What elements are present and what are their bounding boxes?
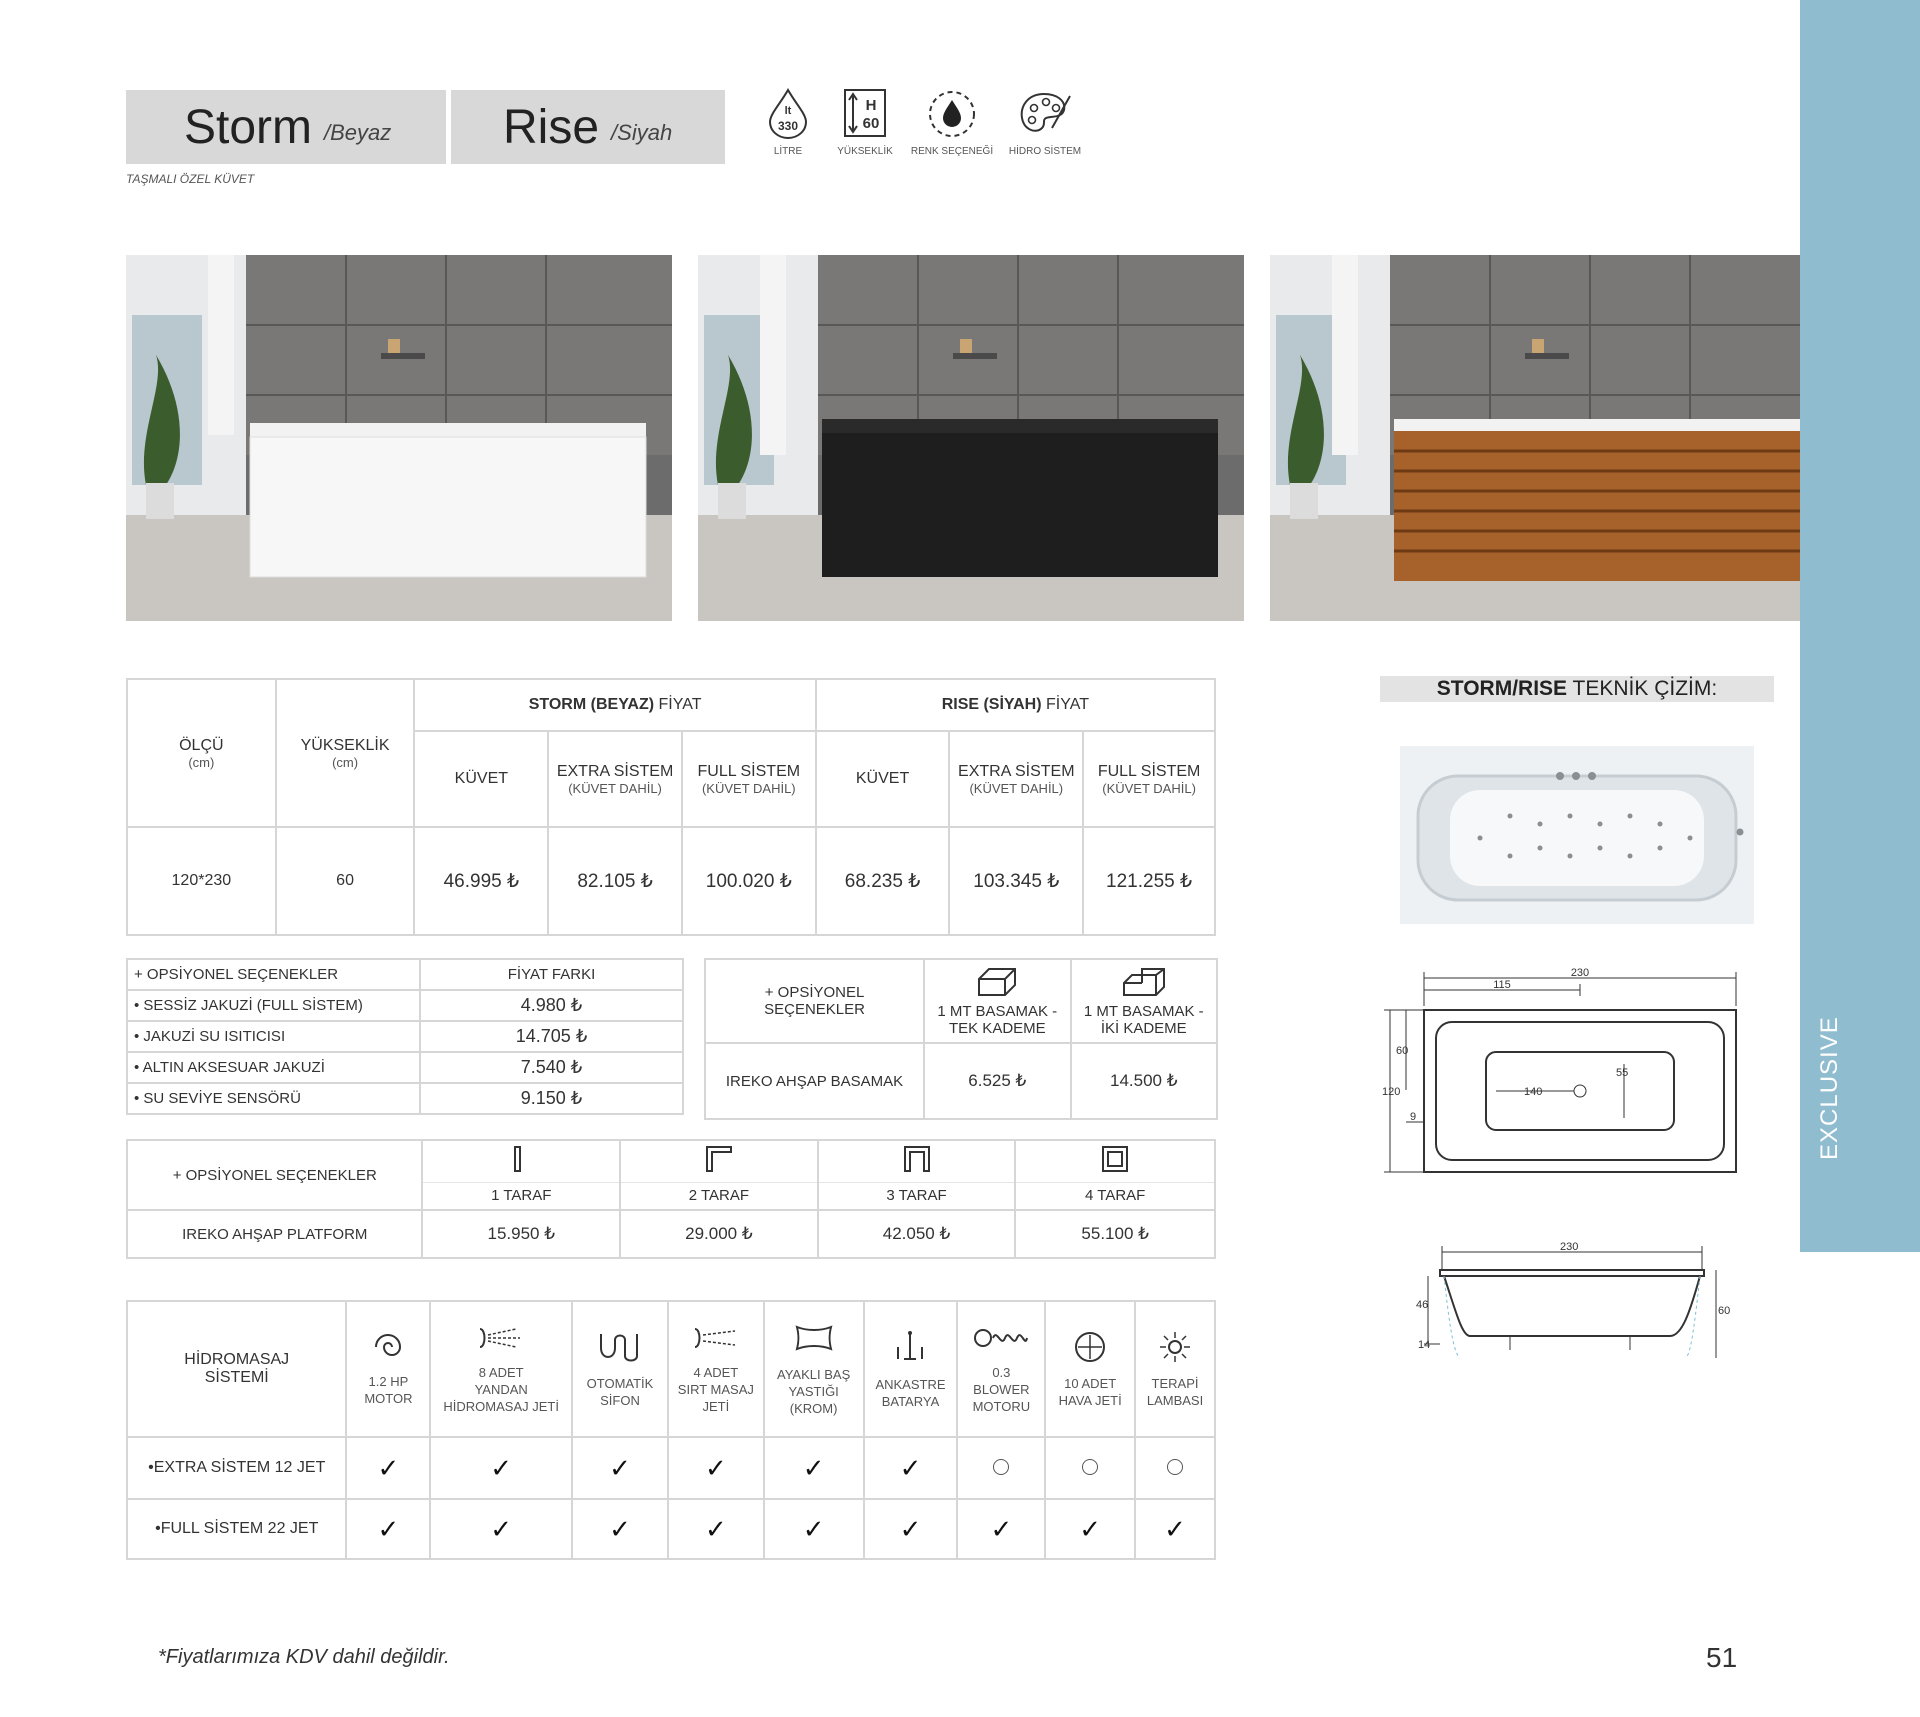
check-icon: ✓ (1164, 1513, 1186, 1544)
step-col-single: 1 MT BASAMAK - TEK KADEME (924, 959, 1070, 1043)
siphon-icon (573, 1330, 667, 1367)
platform-price-2: 29.000 ₺ (620, 1210, 818, 1258)
check-cell (430, 1499, 572, 1559)
check-icon: ✓ (802, 1513, 825, 1544)
price-table (126, 678, 1216, 936)
photo-wood-tub (1270, 255, 1800, 621)
header-storm: STORM (BEYAZ) FİYAT (414, 679, 815, 731)
check-cell (864, 1437, 958, 1499)
three-side-icon (903, 1145, 931, 1173)
svg-text:140: 140 (1524, 1086, 1543, 1098)
step-row-name: IREKO AHŞAP BASAMAK (705, 1043, 924, 1119)
cell-storm-extra: 82.105 ₺ (548, 827, 682, 935)
photo-black-tub (698, 255, 1244, 621)
svg-text:120: 120 (1382, 1086, 1401, 1098)
empty-cell (1135, 1437, 1215, 1499)
check-cell (1045, 1499, 1135, 1559)
platform-side-3: 3 TARAF (818, 1182, 1016, 1210)
check-cell (957, 1499, 1045, 1559)
pillow-icon (765, 1321, 863, 1358)
header-rise-full: FULL SİSTEM (KÜVET DAHİL) (1083, 731, 1215, 827)
header-size: ÖLÇÜ (cm) (127, 679, 276, 827)
option-price: 4.980 ₺ (420, 990, 683, 1021)
litre-icon (766, 88, 810, 140)
hydro-col-air-jet (1045, 1301, 1135, 1437)
hydro-col-label: 1.2 HP MOTOR (364, 1373, 413, 1406)
svg-text:46: 46 (1416, 1299, 1429, 1311)
hydro-col-label: 8 ADET YANDAN HİDROMASAJ JETİ (443, 1365, 559, 1414)
hydro-col-side-jet (430, 1301, 572, 1437)
hydro-col-blower (957, 1301, 1045, 1437)
rise-title: Rise (503, 100, 600, 154)
feature-color-label: RENK SEÇENEĞİ (910, 146, 994, 157)
rise-title-box (451, 90, 725, 164)
hydro-col-label: 0.3 BLOWER MOTORU (972, 1365, 1031, 1414)
svg-text:9: 9 (1410, 1111, 1417, 1123)
hydro-col-faucet (864, 1301, 958, 1437)
circle-icon (1082, 1459, 1098, 1475)
hydro-col-back-jet (668, 1301, 764, 1437)
header-height: YÜKSEKLİK (cm) (276, 679, 415, 827)
check-cell (668, 1499, 764, 1559)
svg-text:230: 230 (1560, 1241, 1579, 1253)
one-side-icon (507, 1145, 535, 1173)
check-icon: ✓ (377, 1452, 400, 1483)
storm-title: Storm (184, 100, 313, 154)
circle-icon (993, 1459, 1009, 1475)
check-icon: ✓ (704, 1513, 727, 1544)
option-price: 7.540 ₺ (420, 1052, 683, 1083)
check-cell (572, 1499, 668, 1559)
header-rise-kuvet: KÜVET (816, 731, 950, 827)
svg-text:H: H (865, 97, 877, 114)
option-name: • JAKUZİ SU ISITICISI (127, 1021, 420, 1052)
tub-top-photo (1400, 746, 1754, 924)
tech-top-view (1380, 966, 1750, 1176)
feature-hydro (995, 88, 1095, 157)
empty-cell (957, 1437, 1045, 1499)
side-label: EXCLUSIVE (1816, 1016, 1843, 1160)
cell-rise-extra: 103.345 ₺ (949, 827, 1083, 935)
color-option-icon (926, 88, 978, 140)
check-icon: ✓ (490, 1452, 513, 1483)
svg-text:55: 55 (1616, 1067, 1629, 1079)
side-jet-icon (431, 1323, 571, 1356)
back-jet-icon (669, 1323, 763, 1356)
empty-cell (1045, 1437, 1135, 1499)
platform-price-3: 42.050 ₺ (818, 1210, 1016, 1258)
double-step-icon (1120, 965, 1168, 999)
storm-color: /Beyaz (324, 120, 392, 145)
hydro-col-label: AYAKLI BAŞ YASTIĞI (KROM) (777, 1367, 851, 1416)
four-side-icon (1101, 1145, 1129, 1173)
therapy-lamp-icon (1136, 1330, 1214, 1367)
header-storm-kuvet: KÜVET (414, 731, 548, 827)
feature-height (815, 88, 915, 157)
cell-rise-full: 121.255 ₺ (1083, 827, 1215, 935)
hydro-row-name: •FULL SİSTEM 22 JET (127, 1499, 346, 1559)
check-cell (430, 1437, 572, 1499)
svg-text:lt: lt (784, 105, 792, 117)
check-cell (764, 1499, 864, 1559)
cell-size: 120*230 (127, 827, 276, 935)
blower-icon (958, 1323, 1044, 1356)
feature-hydro-label: HİDRO SİSTEM (1008, 146, 1082, 157)
hydro-col-motor (346, 1301, 430, 1437)
platform-side-4-icon-cell (1015, 1140, 1215, 1182)
check-icon: ✓ (377, 1513, 400, 1544)
check-icon: ✓ (490, 1513, 513, 1544)
hydro-col-siphon (572, 1301, 668, 1437)
hydro-system-icon (1016, 88, 1074, 140)
check-icon: ✓ (899, 1452, 922, 1483)
svg-text:115: 115 (1493, 979, 1511, 991)
rise-color: /Siyah (611, 120, 673, 145)
svg-text:60: 60 (1396, 1045, 1409, 1057)
hydro-col-label: ANKASTRE BATARYA (875, 1376, 946, 1409)
check-icon: ✓ (1079, 1513, 1102, 1544)
tech-title: STORM/RISE TEKNİK ÇİZİM: (1380, 676, 1774, 702)
hydro-row-name: •EXTRA SİSTEM 12 JET (127, 1437, 346, 1499)
check-cell (346, 1437, 430, 1499)
svg-text:14: 14 (1418, 1339, 1431, 1351)
options-head-price: FİYAT FARKI (420, 959, 683, 990)
check-icon: ✓ (609, 1513, 631, 1544)
cell-height: 60 (276, 827, 415, 935)
option-price: 14.705 ₺ (420, 1021, 683, 1052)
platform-price-1: 15.950 ₺ (422, 1210, 620, 1258)
circle-icon (1167, 1459, 1183, 1475)
storm-title-box (126, 90, 446, 164)
check-icon: ✓ (990, 1513, 1013, 1544)
photo-white-tub (126, 255, 672, 621)
check-cell (764, 1437, 864, 1499)
header-rise-extra: EXTRA SİSTEM (KÜVET DAHİL) (949, 731, 1083, 827)
hydro-col-label: TERAPİ LAMBASI (1146, 1375, 1204, 1408)
option-name: • SU SEVİYE SENSÖRÜ (127, 1083, 420, 1114)
subtitle: TAŞMALI ÖZEL KÜVET (126, 172, 255, 186)
step-head: + OPSİYONEL SEÇENEKLER (705, 959, 924, 1043)
two-side-icon (705, 1145, 733, 1173)
svg-text:230: 230 (1570, 967, 1590, 979)
faucet-icon (865, 1329, 957, 1368)
check-cell (668, 1437, 764, 1499)
header-storm-full: FULL SİSTEM (KÜVET DAHİL) (682, 731, 816, 827)
single-step-icon (975, 965, 1019, 999)
step-price-double: 14.500 ₺ (1071, 1043, 1217, 1119)
options-table (126, 958, 684, 1115)
check-cell (572, 1437, 668, 1499)
hydro-table (126, 1300, 1216, 1560)
cell-rise-kuvet: 68.235 ₺ (816, 827, 950, 935)
option-name: • ALTIN AKSESUAR JAKUZİ (127, 1052, 420, 1083)
svg-text:60: 60 (862, 115, 880, 132)
footnote: *Fiyatlarımıza KDV dahil değildir. (158, 1646, 450, 1668)
platform-side-2-icon-cell (620, 1140, 818, 1182)
platform-table (126, 1139, 1216, 1259)
header-rise: RISE (SİYAH) FİYAT (816, 679, 1215, 731)
check-icon: ✓ (609, 1452, 631, 1483)
hydro-col-label: OTOMATİK SİFON (586, 1375, 654, 1408)
cell-storm-full: 100.020 ₺ (682, 827, 816, 935)
check-cell (346, 1499, 430, 1559)
platform-price-4: 55.100 ₺ (1015, 1210, 1215, 1258)
options-head: + OPSİYONEL SEÇENEKLER (127, 959, 420, 990)
feature-height-label: YÜKSEKLİK (837, 146, 893, 157)
air-jet-icon (1046, 1330, 1134, 1367)
svg-text:60: 60 (1718, 1305, 1730, 1317)
feature-color (902, 88, 1002, 157)
hydro-col-pillow (764, 1301, 864, 1437)
hydro-col-therapy-lamp (1135, 1301, 1215, 1437)
option-price: 9.150 ₺ (420, 1083, 683, 1114)
step-col-double: 1 MT BASAMAK - İKİ KADEME (1071, 959, 1217, 1043)
header-storm-extra: EXTRA SİSTEM (KÜVET DAHİL) (548, 731, 682, 827)
hydro-col-label: 4 ADET SIRT MASAJ JETİ (677, 1365, 754, 1414)
platform-side-1-icon-cell (422, 1140, 620, 1182)
platform-side-3-icon-cell (818, 1140, 1016, 1182)
motor-icon (347, 1332, 429, 1365)
tech-side-view (1400, 1240, 1730, 1360)
check-icon: ✓ (899, 1513, 922, 1544)
platform-side-2: 2 TARAF (620, 1182, 818, 1210)
hydro-col-label: 10 ADET HAVA JETİ (1058, 1375, 1122, 1408)
check-cell (1135, 1499, 1215, 1559)
cell-storm-kuvet: 46.995 ₺ (414, 827, 548, 935)
platform-head: + OPSİYONEL SEÇENEKLER (127, 1140, 422, 1210)
step-price-single: 6.525 ₺ (924, 1043, 1070, 1119)
side-band (1800, 0, 1920, 1252)
check-cell (864, 1499, 958, 1559)
hydro-head: HİDROMASAJ SİSTEMİ (127, 1301, 346, 1437)
check-icon: ✓ (802, 1452, 825, 1483)
platform-row-name: IREKO AHŞAP PLATFORM (127, 1210, 422, 1258)
platform-side-1: 1 TARAF (422, 1182, 620, 1210)
step-table (704, 958, 1218, 1120)
svg-text:330: 330 (777, 119, 799, 133)
option-name: • SESSİZ JAKUZİ (FULL SİSTEM) (127, 990, 420, 1021)
page-number: 51 (1706, 1642, 1738, 1673)
height-icon (843, 88, 887, 140)
check-icon: ✓ (704, 1452, 727, 1483)
feature-litre-label: LİTRE (773, 146, 803, 157)
platform-side-4: 4 TARAF (1015, 1182, 1215, 1210)
